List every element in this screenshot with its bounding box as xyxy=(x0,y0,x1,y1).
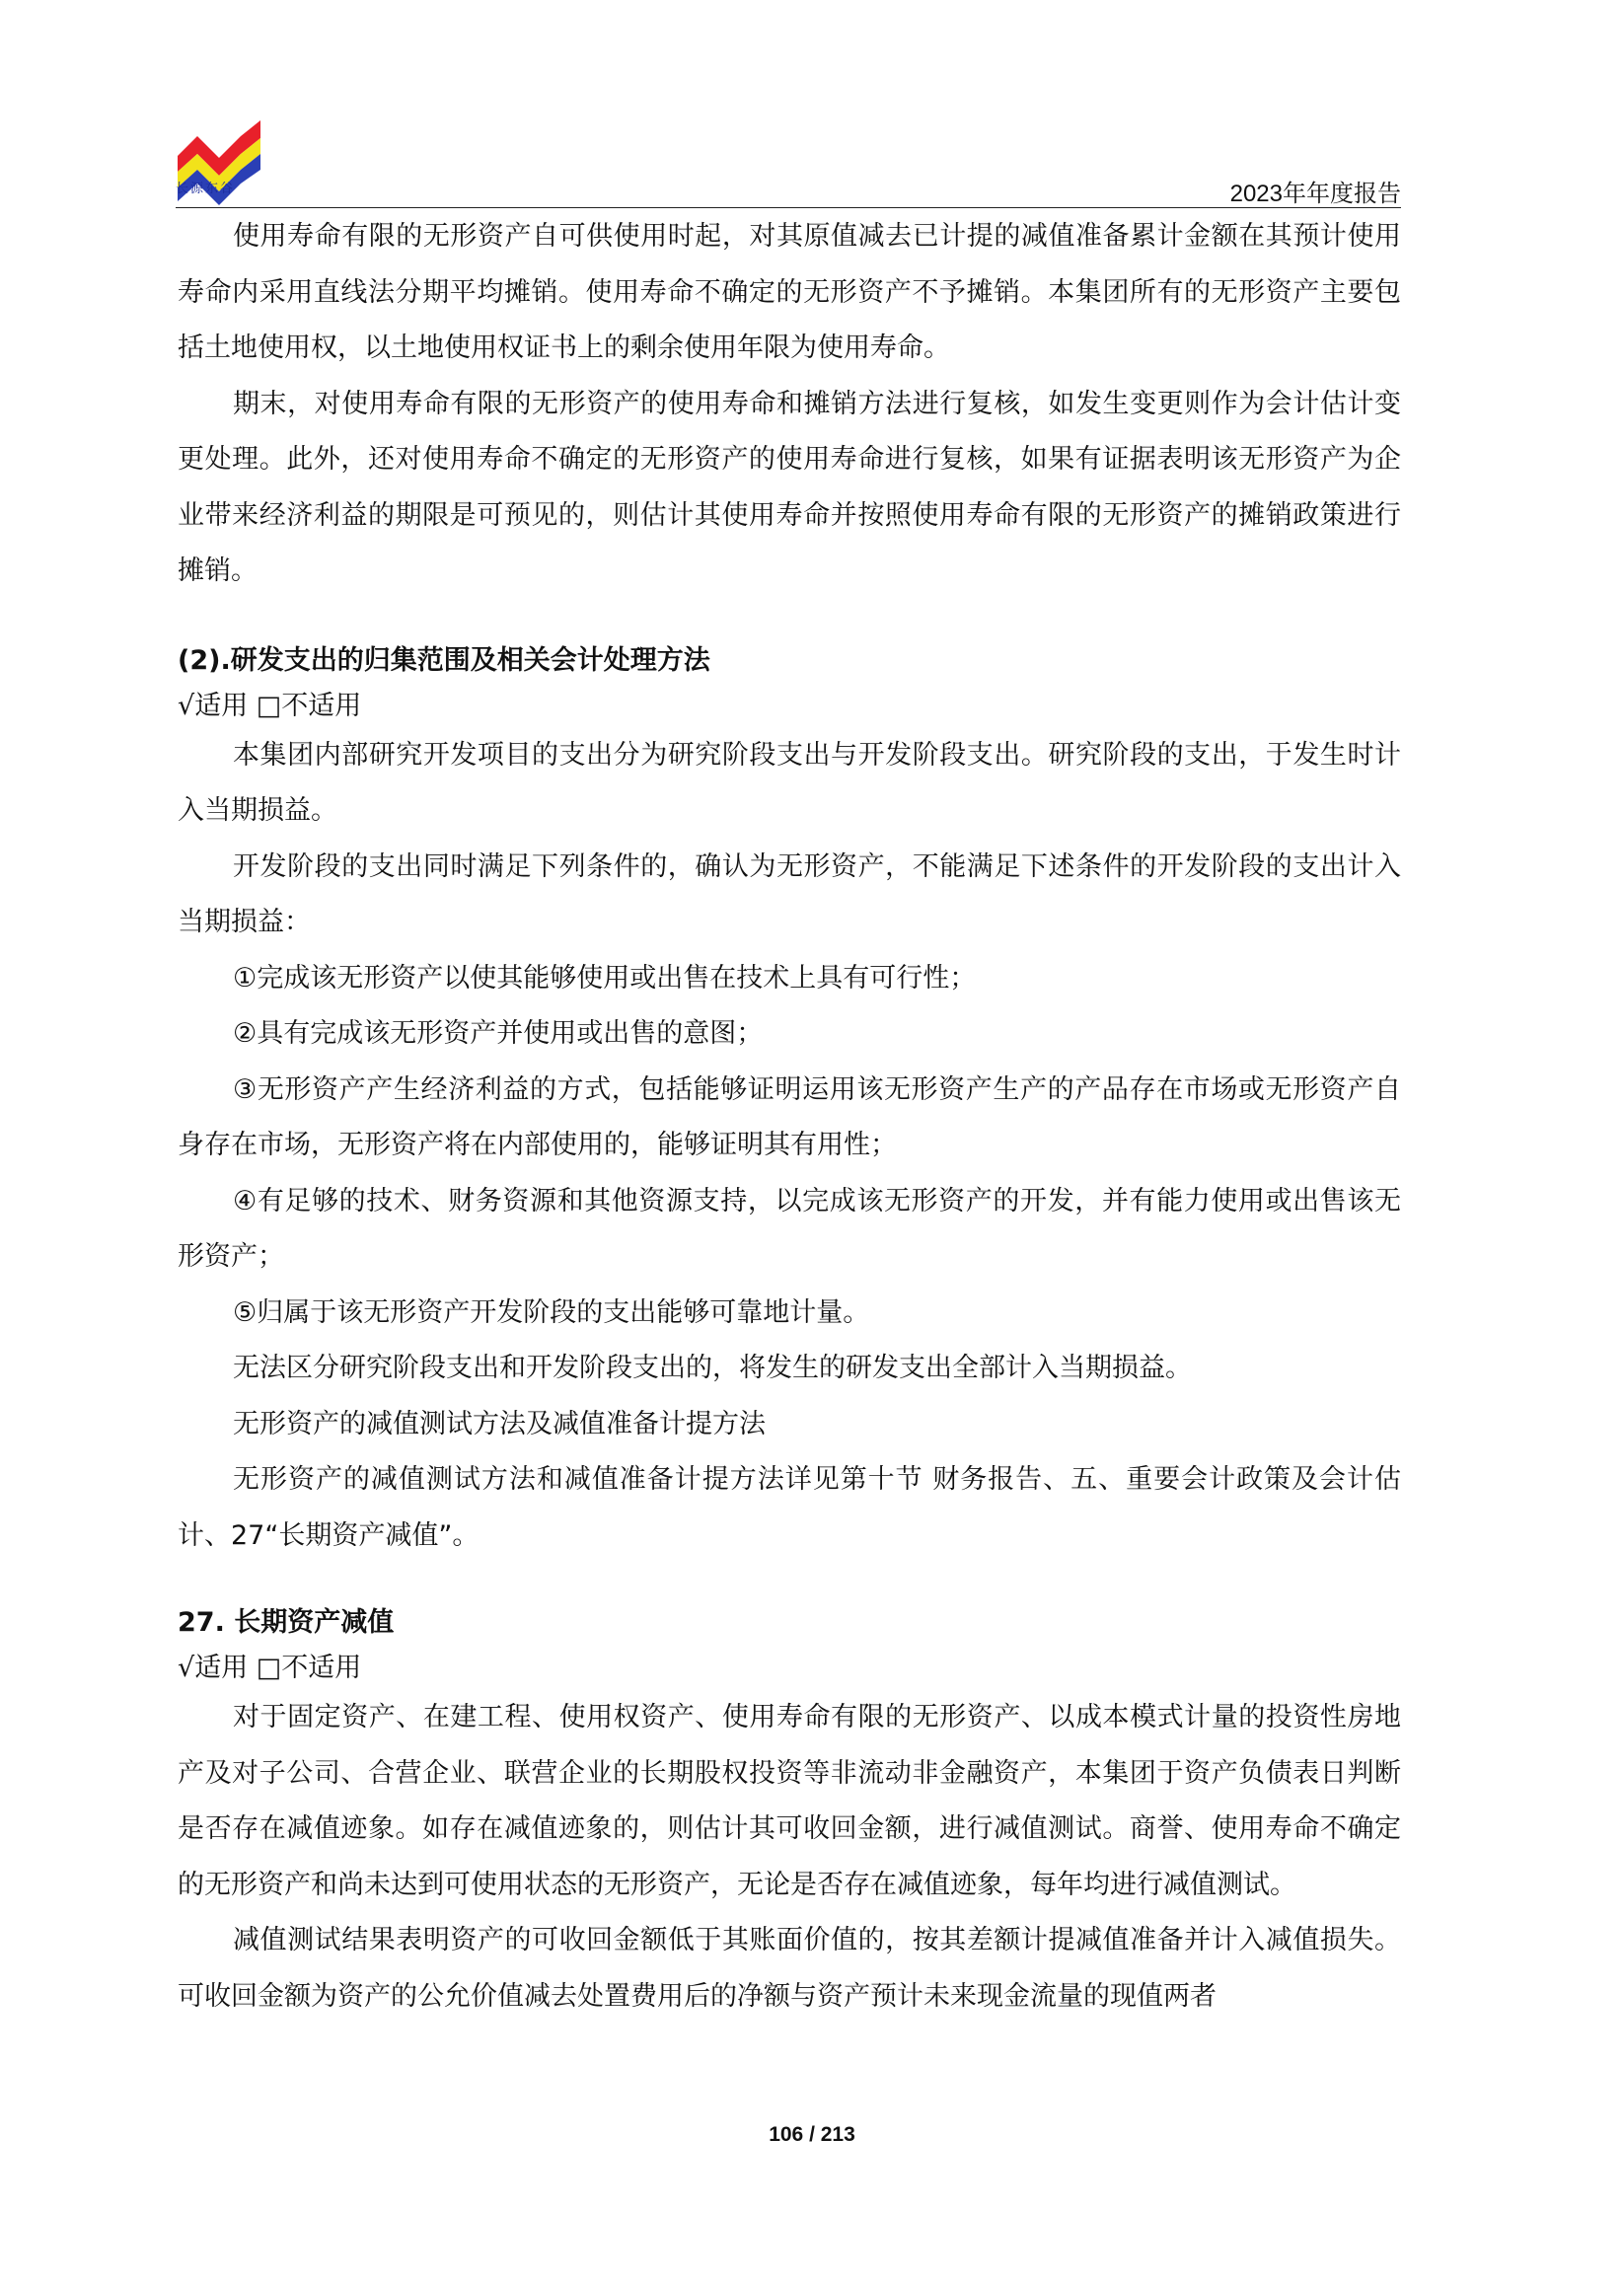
logo-text: 长源东谷 xyxy=(176,182,236,196)
section-heading: (2).研发支出的归集范围及相关会计处理方法 xyxy=(178,644,710,676)
paragraph: 开发阶段的支出同时满足下列条件的，确认为无形资产，不能满足下述条件的开发阶段的支出计入当期损益： xyxy=(178,850,1401,937)
document-body xyxy=(178,209,1401,2025)
list-item: ④有足够的技术、财务资源和其他资源支持，以完成该无形资产的开发，并有能力使用或出售该无形资产； xyxy=(178,1185,1401,1272)
applicability-checkbox: √适用 □不适用 xyxy=(178,690,362,721)
list-item: ①完成该无形资产以使其能够使用或出售在技术上具有可行性； xyxy=(233,962,977,994)
paragraph: 使用寿命有限的无形资产自可供使用时起，对其原值减去已计提的减值准备累计金额在其预计使用寿命内采用直线法分期平均摊销。使用寿命不确定的无形资产不予摊销。本集团所有的无形资产主要包括土地使用权，以土地使用权证书上的剩余使用年限为使用寿命。 xyxy=(178,221,1401,363)
paragraph: 无法区分研究阶段支出和开发阶段支出的，将发生的研发支出全部计入当期损益。 xyxy=(233,1353,1192,1383)
applicability-checkbox: √适用 □不适用 xyxy=(178,1653,362,1683)
paragraph: 对于固定资产、在建工程、使用权资产、使用寿命有限的无形资产、以成本模式计量的投资性房地产及对子公司、合营企业、联营企业的长期股权投资等非流动非金融资产，本集团于资产负债表日判断是否存在减值迹象。如存在减值迹象的，则估计其可收回金额，进行减值测试。商誉、使用寿命不确定的无形资产和尚未达到可使用状态的无形资产，无论是否存在减值迹象，每年均进行减值测试。 xyxy=(178,1702,1401,1900)
list-item: ②具有完成该无形资产并使用或出售的意图； xyxy=(233,1018,764,1049)
paragraph: 无形资产的减值测试方法及减值准备计提方法 xyxy=(233,1408,766,1439)
paragraph: 本集团内部研究开发项目的支出分为研究阶段支出与开发阶段支出。研究阶段的支出，于发生时计入当期损益。 xyxy=(178,739,1401,826)
list-item: ③无形资产产生经济利益的方式，包括能够证明运用该无形资产生产的产品存在市场或无形资产自身存在市场，无形资产将在内部使用的，能够证明其有用性； xyxy=(178,1073,1401,1160)
paragraph: 减值测试结果表明资产的可收回金额低于其账面价值的，按其差额计提减值准备并计入减值损失。可收回金额为资产的公允价值减去处置费用后的净额与资产预计未来现金流量的现值两者 xyxy=(178,1925,1401,2012)
header-divider xyxy=(176,207,1401,208)
list-item: ⑤归属于该无形资产开发阶段的支出能够可靠地计量。 xyxy=(233,1296,870,1328)
paragraph: 无形资产的减值测试方法和减值准备计提方法详见第十节 财务报告、五、重要会计政策及会计估计、27“长期资产减值”。 xyxy=(178,1464,1401,1551)
page-number: 106 / 213 xyxy=(769,2123,855,2146)
paragraph: 期末，对使用寿命有限的无形资产的使用寿命和摊销方法进行复核，如发生变更则作为会计估计变更处理。此外，还对使用寿命不确定的无形资产的使用寿命进行复核，如果有证据表明该无形资产为企业带来经济利益的期限是可预见的，则估计其使用寿命并按照使用寿命有限的无形资产的摊销政策进行摊销。 xyxy=(178,388,1401,586)
section-heading: 27. 长期资产减值 xyxy=(178,1607,395,1638)
report-title: 2023年年度报告 xyxy=(1229,181,1401,207)
